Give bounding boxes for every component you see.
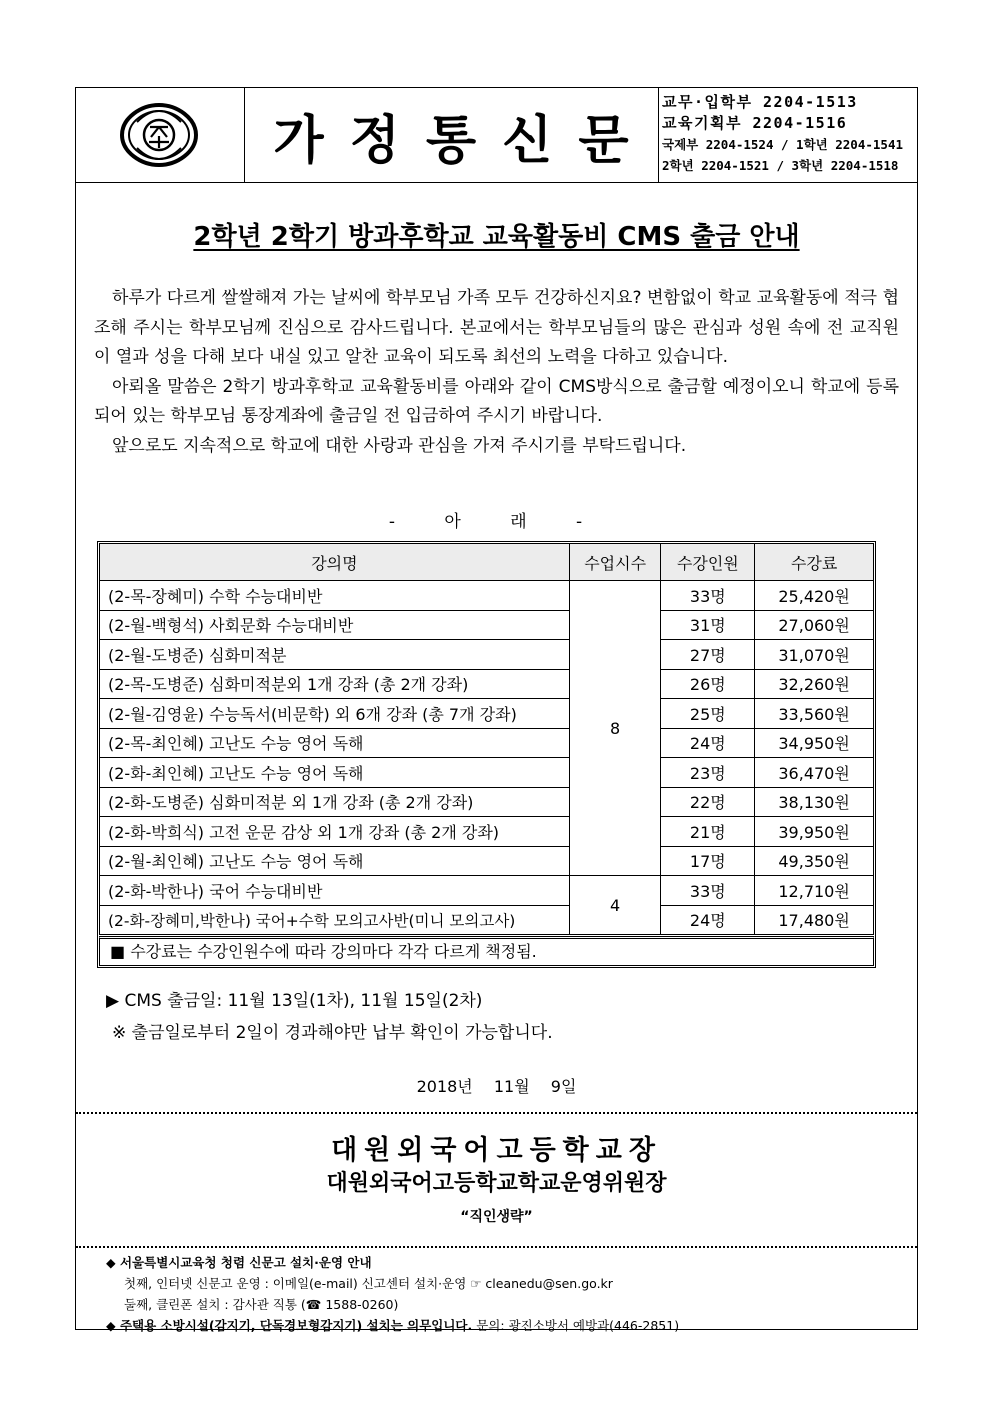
committee-name: 대원외국어고등학교학교운영위원장 (326, 1171, 667, 1196)
below-label: - 아 래 - (388, 512, 605, 532)
count-cell: 31명 (661, 610, 755, 640)
contact-line: 교육기획부 2204-1516 (662, 114, 848, 132)
fee-cell: 33,560원 (755, 699, 874, 729)
paragraph: 앞으로도 지속적으로 학교에 대한 사랑과 관심을 가져 주시기를 부탁드립니다. (112, 435, 687, 456)
course-name: (2-월-도병준) 심화미적분 (100, 640, 570, 670)
fee-cell: 36,470원 (755, 758, 874, 788)
table-row (100, 787, 874, 817)
count-cell: 22명 (661, 787, 755, 817)
hours-cell: 8 (569, 581, 661, 876)
contact-line: 국제부 2204-1524 / 1학년 2204-1541 (662, 137, 903, 152)
paragraph: 아뢰올 말씀은 2학기 방과후학교 교육활동비를 아래와 같이 CMS방식으로 출금할 예정이오니 학교에 등록되어 있는 학부모님 통장계좌에 출금일 전 입금하여 주시기 바랍니다. (94, 376, 899, 426)
count-cell: 33명 (661, 581, 755, 611)
fee-cell: 12,710원 (755, 876, 874, 906)
header-course: 강의명 (100, 544, 570, 581)
table-row (100, 758, 874, 788)
fee-table (99, 543, 874, 935)
seal-note: “직인생략” (460, 1209, 533, 1225)
school-emblem-icon (119, 102, 199, 168)
table-row (100, 817, 874, 847)
cms-note: ※ 출금일로부터 2일이 경과해야만 납부 확인이 가능합니다. (112, 1023, 553, 1043)
divider (76, 1246, 917, 1248)
course-name: (2-화-박희식) 고전 운문 감상 외 1개 강좌 (총 2개 강좌) (100, 817, 570, 847)
header-fee: 수강료 (755, 544, 874, 581)
count-cell: 21명 (661, 817, 755, 847)
course-name: (2-목-장혜미) 수학 수능대비반 (100, 581, 570, 611)
document-title: 2학년 2학기 방과후학교 교육활동비 CMS 출금 안내 (193, 222, 800, 252)
footer (106, 1252, 679, 1336)
table-row (100, 728, 874, 758)
count-cell: 25명 (661, 699, 755, 729)
count-cell: 23명 (661, 758, 755, 788)
contact-line: 교무·입학부 2204-1513 (662, 93, 858, 111)
course-name: (2-화-최인혜) 고난도 수능 영어 독해 (100, 758, 570, 788)
course-name: (2-화-장혜미,박한나) 국어+수학 모의고사반(미니 모의고사) (100, 905, 570, 935)
divider (76, 1112, 917, 1114)
fee-note: ■ 수강료는 수강인원수에 따라 강의마다 각각 다르게 책정됨. (99, 936, 874, 966)
document-frame (75, 87, 918, 1333)
newsletter-title: 가정통신문 (244, 88, 659, 182)
fee-cell: 17,480원 (755, 905, 874, 935)
contact-line: 2학년 2204-1521 / 3학년 2204-1518 (662, 158, 899, 173)
table-row (100, 846, 874, 876)
fee-cell: 32,260원 (755, 669, 874, 699)
logo-cell (76, 88, 245, 182)
table-row (100, 640, 874, 670)
footer-line: ◆ 서울특별시교육청 청렴 신문고 설치·운영 안내 (106, 1255, 372, 1270)
table-row (100, 581, 874, 611)
count-cell: 27명 (661, 640, 755, 670)
header-count: 수강인원 (661, 544, 755, 581)
course-name: (2-목-최인혜) 고난도 수능 영어 독해 (100, 728, 570, 758)
paragraph: 하루가 다르게 쌀쌀해져 가는 날씨에 학부모님 가족 모두 건강하신지요? 변함없이 학교 교육활동에 적극 협조해 주시는 학부모님께 진심으로 감사드립니다. 본교에서는 학부모님들의 많은 관심과 성원 속에 전 교직원이 열과 성을 다해 보다 내실 있고 알찬 교육이 되도록 최선의 노력을 다하고 있습니다. (94, 288, 899, 367)
fee-cell: 34,950원 (755, 728, 874, 758)
date-month: 11월 (493, 1077, 530, 1096)
table-row (100, 876, 874, 906)
contacts (662, 92, 918, 176)
fee-cell: 31,070원 (755, 640, 874, 670)
course-name: (2-화-도병준) 심화미적분 외 1개 강좌 (총 2개 강좌) (100, 787, 570, 817)
fee-cell: 39,950원 (755, 817, 874, 847)
fire-notice: ◆ 주택용 소방시설(감지기, 단독경보형감지기) 설치는 의무입니다. (106, 1318, 473, 1333)
course-name: (2-목-도병준) 심화미적분외 1개 강좌 (총 2개 강좌) (100, 669, 570, 699)
table-row (100, 669, 874, 699)
principal-name: 대원외국어고등학교장 (331, 1135, 662, 1166)
footer-line: 둘째, 클린폰 설치 : 감사관 직통 (☎ 1588-0260) (124, 1297, 399, 1312)
course-name: (2-화-박한나) 국어 수능대비반 (100, 876, 570, 906)
count-cell: 24명 (661, 728, 755, 758)
date-year: 2018년 (416, 1077, 473, 1096)
footer-line (106, 1315, 679, 1336)
header (76, 88, 917, 183)
footer-line: 첫째, 인터넷 신문고 운영 : 이메일(e-mail) 신고센터 설치·운영 ☞ cleanedu@sen.go.kr (124, 1276, 613, 1291)
fee-cell: 38,130원 (755, 787, 874, 817)
header-hours: 수업시수 (569, 544, 661, 581)
fee-cell: 27,060원 (755, 610, 874, 640)
hours-cell: 4 (569, 876, 661, 935)
course-name: (2-월-김영윤) 수능독서(비문학) 외 6개 강좌 (총 7개 강좌) (100, 699, 570, 729)
course-name: (2-월-최인혜) 고난도 수능 영어 독해 (100, 846, 570, 876)
table-row (100, 905, 874, 935)
count-cell: 26명 (661, 669, 755, 699)
count-cell: 33명 (661, 876, 755, 906)
fire-contact: 문의: 광진소방서 예방과(446-2851) (476, 1318, 680, 1333)
cms-date-line: ▶ CMS 출금일: 11월 13일(1차), 11월 15일(2차) (106, 991, 483, 1011)
table-header-row (100, 544, 874, 581)
fee-cell: 25,420원 (755, 581, 874, 611)
table-row (100, 699, 874, 729)
fee-cell: 49,350원 (755, 846, 874, 876)
count-cell: 17명 (661, 846, 755, 876)
issue-date (76, 1074, 917, 1097)
count-cell: 24명 (661, 905, 755, 935)
table-row (100, 610, 874, 640)
course-name: (2-월-백형석) 사회문화 수능대비반 (100, 610, 570, 640)
body-text (94, 284, 899, 461)
date-day: 9일 (550, 1077, 577, 1096)
